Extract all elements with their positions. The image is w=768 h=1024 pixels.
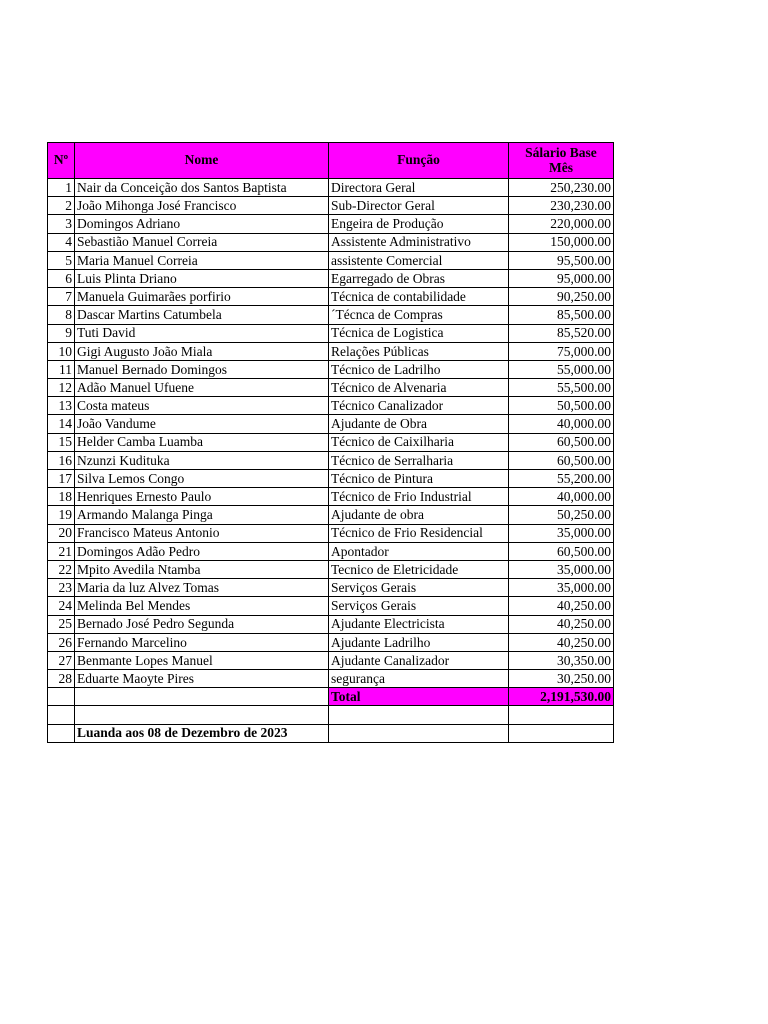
- table-row: [48, 579, 614, 597]
- table-row: [48, 433, 614, 451]
- row-salary: 50,500.00: [509, 397, 614, 415]
- row-salary: 60,500.00: [509, 542, 614, 560]
- row-salary: 55,000.00: [509, 360, 614, 378]
- row-function: Tecnico de Eletricidade: [329, 560, 509, 578]
- row-salary: 35,000.00: [509, 579, 614, 597]
- row-function: Técnico de Ladrilho: [329, 360, 509, 378]
- salary-table: [47, 142, 614, 743]
- header-row: [48, 143, 614, 179]
- row-number: 9: [48, 324, 75, 342]
- row-function: Relações Públicas: [329, 342, 509, 360]
- row-name: Gigi Augusto João Miala: [75, 342, 329, 360]
- row-number: 1: [48, 179, 75, 197]
- row-function: Técnica de Logistica: [329, 324, 509, 342]
- table-row: [48, 324, 614, 342]
- row-name: Helder Camba Luamba: [75, 433, 329, 451]
- row-name: Nzunzi Kudituka: [75, 451, 329, 469]
- table-row: [48, 524, 614, 542]
- table-row: [48, 306, 614, 324]
- table-row: [48, 633, 614, 651]
- row-number: 8: [48, 306, 75, 324]
- row-name: Henriques Ernesto Paulo: [75, 488, 329, 506]
- row-function: Técnico de Serralharia: [329, 451, 509, 469]
- row-number: 10: [48, 342, 75, 360]
- row-salary: 35,000.00: [509, 524, 614, 542]
- row-name: Mpito Avedila Ntamba: [75, 560, 329, 578]
- row-function: Serviços Gerais: [329, 597, 509, 615]
- table-row: [48, 560, 614, 578]
- total-label: Total: [329, 688, 509, 706]
- table-row: [48, 360, 614, 378]
- row-salary: 60,500.00: [509, 451, 614, 469]
- row-number: 24: [48, 597, 75, 615]
- row-salary: 40,250.00: [509, 633, 614, 651]
- row-function: Serviços Gerais: [329, 579, 509, 597]
- row-name: Tuti David: [75, 324, 329, 342]
- row-function: Técnico de Alvenaria: [329, 379, 509, 397]
- row-salary: 95,500.00: [509, 251, 614, 269]
- row-name: Dascar Martins Catumbela: [75, 306, 329, 324]
- table-row: [48, 415, 614, 433]
- row-function: Técnico de Caixilharia: [329, 433, 509, 451]
- row-name: Armando Malanga Pinga: [75, 506, 329, 524]
- row-number: 4: [48, 233, 75, 251]
- row-name: Maria da luz Alvez Tomas: [75, 579, 329, 597]
- row-name: Melinda Bel Mendes: [75, 597, 329, 615]
- header-name: Nome: [75, 143, 329, 179]
- row-function: Apontador: [329, 542, 509, 560]
- table-row: [48, 233, 614, 251]
- row-number: 17: [48, 470, 75, 488]
- table-row: [48, 542, 614, 560]
- row-number: 2: [48, 197, 75, 215]
- row-function: Técnico de Pintura: [329, 470, 509, 488]
- table-row: [48, 451, 614, 469]
- row-name: Benmante Lopes Manuel: [75, 651, 329, 669]
- total-row: [48, 688, 614, 706]
- blank-cell: [509, 706, 614, 724]
- row-name: Silva Lemos Congo: [75, 470, 329, 488]
- row-number: 28: [48, 670, 75, 688]
- row-salary: 55,500.00: [509, 379, 614, 397]
- row-salary: 60,500.00: [509, 433, 614, 451]
- footer-empty-cell: [329, 724, 509, 742]
- row-number: 11: [48, 360, 75, 378]
- row-salary: 85,500.00: [509, 306, 614, 324]
- blank-cell: [75, 706, 329, 724]
- row-function: Ajudante Ladrilho: [329, 633, 509, 651]
- row-salary: 40,000.00: [509, 488, 614, 506]
- row-salary: 55,200.00: [509, 470, 614, 488]
- table-row: [48, 215, 614, 233]
- row-function: assistente Comercial: [329, 251, 509, 269]
- row-salary: 150,000.00: [509, 233, 614, 251]
- row-number: 5: [48, 251, 75, 269]
- row-function: Engeira de Produção: [329, 215, 509, 233]
- row-number: 7: [48, 288, 75, 306]
- row-number: 12: [48, 379, 75, 397]
- header-salary-line2: Mês: [549, 159, 573, 175]
- row-number: 19: [48, 506, 75, 524]
- row-salary: 40,250.00: [509, 615, 614, 633]
- header-function: Função: [329, 143, 509, 179]
- row-name: Nair da Conceição dos Santos Baptista: [75, 179, 329, 197]
- table-row: [48, 670, 614, 688]
- total-empty-cell: [75, 688, 329, 706]
- row-number: 6: [48, 269, 75, 287]
- table-row: [48, 597, 614, 615]
- row-salary: 30,350.00: [509, 651, 614, 669]
- row-function: Sub-Director Geral: [329, 197, 509, 215]
- blank-cell: [48, 706, 75, 724]
- table-row: [48, 251, 614, 269]
- row-salary: 35,000.00: [509, 560, 614, 578]
- total-value: 2,191,530.00: [509, 688, 614, 706]
- row-function: Técnico de Frio Residencial: [329, 524, 509, 542]
- table-row: [48, 288, 614, 306]
- row-number: 20: [48, 524, 75, 542]
- row-number: 22: [48, 560, 75, 578]
- row-name: Luis Plinta Driano: [75, 269, 329, 287]
- footer-row: [48, 724, 614, 742]
- row-salary: 250,230.00: [509, 179, 614, 197]
- row-function: Directora Geral: [329, 179, 509, 197]
- header-number: Nº: [48, 143, 75, 179]
- row-function: Assistente Administrativo: [329, 233, 509, 251]
- row-number: 13: [48, 397, 75, 415]
- row-salary: 85,520.00: [509, 324, 614, 342]
- row-name: Costa mateus: [75, 397, 329, 415]
- row-name: Bernado José Pedro Segunda: [75, 615, 329, 633]
- row-function: Técnica de contabilidade: [329, 288, 509, 306]
- table-row: [48, 342, 614, 360]
- table-row: [48, 379, 614, 397]
- blank-row: [48, 706, 614, 724]
- row-function: Ajudante Canalizador: [329, 651, 509, 669]
- table-row: [48, 488, 614, 506]
- row-name: Domingos Adão Pedro: [75, 542, 329, 560]
- row-name: Sebastião Manuel Correia: [75, 233, 329, 251]
- table-body: [48, 179, 614, 688]
- row-name: Maria Manuel Correia: [75, 251, 329, 269]
- table-row: [48, 269, 614, 287]
- row-number: 23: [48, 579, 75, 597]
- row-number: 18: [48, 488, 75, 506]
- total-empty-cell: [48, 688, 75, 706]
- table-row: [48, 506, 614, 524]
- row-name: Manuela Guimarães porfirio: [75, 288, 329, 306]
- row-salary: 50,250.00: [509, 506, 614, 524]
- row-name: Domingos Adriano: [75, 215, 329, 233]
- row-name: Francisco Mateus Antonio: [75, 524, 329, 542]
- row-function: Ajudante Electricista: [329, 615, 509, 633]
- row-function: Egarregado de Obras: [329, 269, 509, 287]
- table-row: [48, 470, 614, 488]
- table-row: [48, 179, 614, 197]
- row-salary: 230,230.00: [509, 197, 614, 215]
- table-row: [48, 397, 614, 415]
- row-function: Técnico Canalizador: [329, 397, 509, 415]
- row-number: 25: [48, 615, 75, 633]
- row-salary: 220,000.00: [509, 215, 614, 233]
- row-name: Fernando Marcelino: [75, 633, 329, 651]
- blank-cell: [329, 706, 509, 724]
- row-number: 15: [48, 433, 75, 451]
- row-number: 3: [48, 215, 75, 233]
- row-function: segurança: [329, 670, 509, 688]
- row-name: João Vandume: [75, 415, 329, 433]
- row-name: João Mihonga José Francisco: [75, 197, 329, 215]
- row-function: Ajudante de obra: [329, 506, 509, 524]
- row-salary: 90,250.00: [509, 288, 614, 306]
- footer-date: Luanda aos 08 de Dezembro de 2023: [75, 724, 329, 742]
- row-salary: 75,000.00: [509, 342, 614, 360]
- header-salary: [509, 143, 614, 179]
- row-number: 27: [48, 651, 75, 669]
- row-function: Ajudante de Obra: [329, 415, 509, 433]
- row-name: Adão Manuel Ufuene: [75, 379, 329, 397]
- row-number: 26: [48, 633, 75, 651]
- header-salary-line1: Sálario Base: [525, 145, 597, 161]
- row-salary: 40,000.00: [509, 415, 614, 433]
- row-number: 16: [48, 451, 75, 469]
- row-salary: 40,250.00: [509, 597, 614, 615]
- row-salary: 30,250.00: [509, 670, 614, 688]
- row-name: Manuel Bernado Domingos: [75, 360, 329, 378]
- footer-empty-cell: [509, 724, 614, 742]
- row-function: ´Técnca de Compras: [329, 306, 509, 324]
- row-function: Técnico de Frio Industrial: [329, 488, 509, 506]
- table-row: [48, 651, 614, 669]
- table-row: [48, 615, 614, 633]
- table-row: [48, 197, 614, 215]
- row-number: 14: [48, 415, 75, 433]
- footer-empty-cell: [48, 724, 75, 742]
- row-number: 21: [48, 542, 75, 560]
- row-salary: 95,000.00: [509, 269, 614, 287]
- row-name: Eduarte Maoyte Pires: [75, 670, 329, 688]
